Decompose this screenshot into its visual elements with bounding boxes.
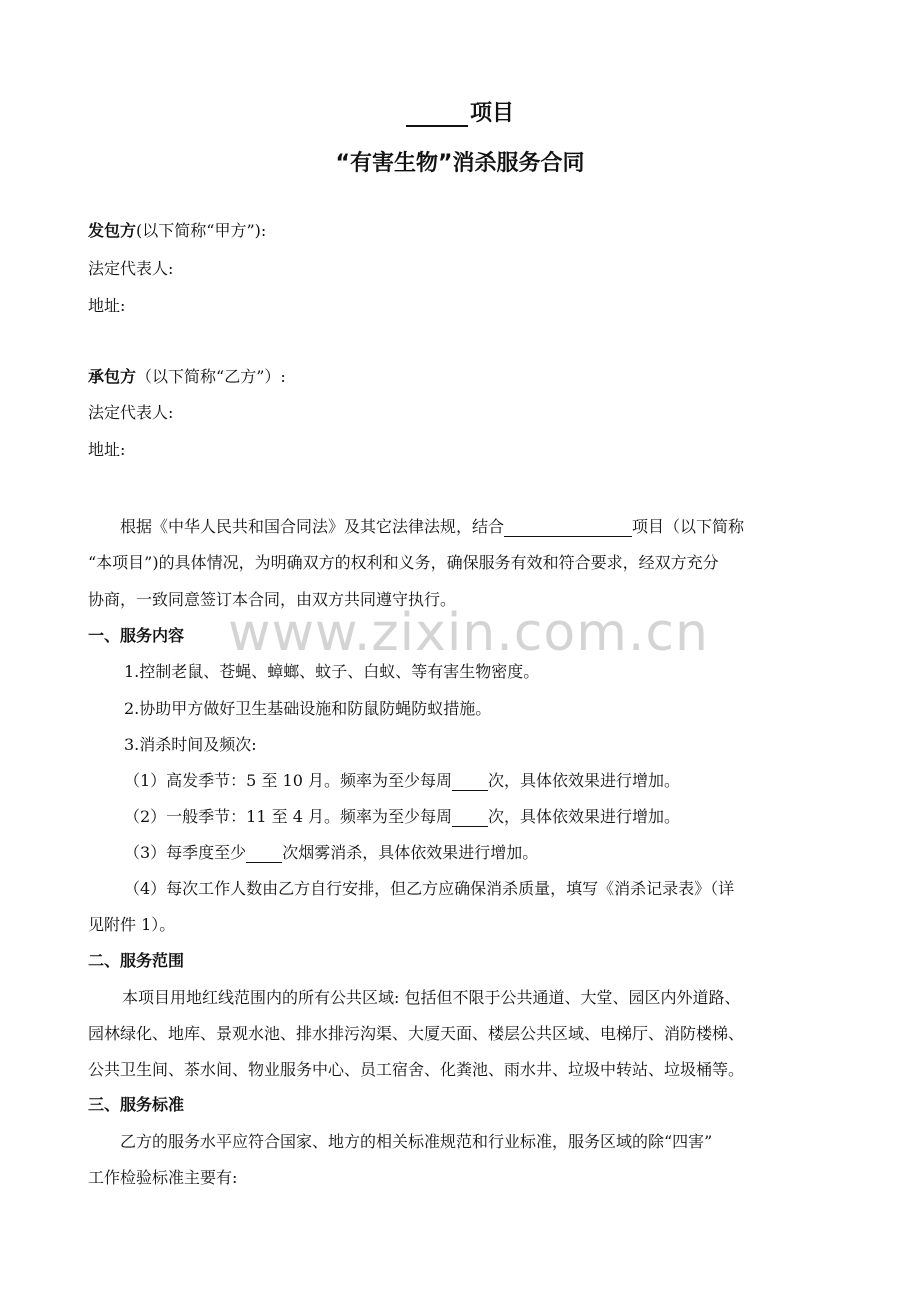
project-name-blank xyxy=(406,103,468,127)
party-a-line xyxy=(88,218,266,241)
party-b-label: 承包方 xyxy=(88,367,137,386)
section2-line2: 园林绿化、地库、景观水池、排水排污沟渠、大厦天面、楼层公共区域、电梯厅、消防楼梯、 xyxy=(88,1024,745,1043)
party-a-representative: 法定代表人: xyxy=(88,259,174,278)
party-b-representative: 法定代表人: xyxy=(88,403,174,422)
sub1-b: 次，具体依效果进行增加。 xyxy=(487,771,680,790)
intro-line-3: 协商，一致同意签订本合同，由双方共同遵守执行。 xyxy=(88,590,457,609)
sub3-b: 次烟雾消杀，具体依效果进行增加。 xyxy=(282,843,539,862)
sub3-blank xyxy=(246,846,282,863)
intro-line-1 xyxy=(120,514,744,537)
project-blank xyxy=(504,520,632,537)
contract-title: “有害生物”消杀服务合同 xyxy=(335,151,585,176)
section1-sub4-line2: 见附件 1）。 xyxy=(88,915,176,934)
party-b-label-suffix: （以下简称“乙方”）: xyxy=(136,367,286,386)
section3-heading: 三、服务标准 xyxy=(88,1095,185,1114)
section1-sub2 xyxy=(124,804,680,827)
party-b-address: 地址: xyxy=(88,440,126,459)
sub1-blank xyxy=(452,774,488,791)
section3-line1: 乙方的服务水平应符合国家、地方的相关标准规范和行业标准，服务区域的除“四害” xyxy=(120,1132,713,1151)
party-a-label-suffix: (以下简称“甲方”): xyxy=(136,221,267,240)
party-a-label: 发包方 xyxy=(88,221,137,240)
watermark: www.zixin.com.cn xyxy=(228,603,709,663)
intro-line-1-b: 项目（以下简称 xyxy=(632,517,745,536)
section1-heading: 一、服务内容 xyxy=(88,626,185,645)
section2-heading: 二、服务范围 xyxy=(88,951,185,970)
section1-sub4-line1: （4）每次工作人数由乙方自行安排，但乙方应确保消杀质量，填写《消杀记录表》（详 xyxy=(124,879,735,898)
section2-line3: 公共卫生间、茶水间、物业服务中心、员工宿舍、化粪池、雨水井、垃圾中转站、垃圾桶等。 xyxy=(88,1060,745,1079)
section1-sub3 xyxy=(124,840,538,863)
party-a-address: 地址: xyxy=(88,296,126,315)
section1-item2: 2.协助甲方做好卫生基础设施和防鼠防蝇防蚁措施。 xyxy=(124,699,492,718)
section1-item3: 3.消杀时间及频次: xyxy=(124,735,257,754)
sub2-blank xyxy=(452,810,488,827)
party-b-line xyxy=(88,364,286,387)
intro-line-1-a: 根据《中华人民共和国合同法》及其它法律法规，结合 xyxy=(120,517,505,536)
project-title-suffix: 项目 xyxy=(469,101,514,126)
sub2-b: 次，具体依效果进行增加。 xyxy=(487,807,680,826)
section1-item1: 1.控制老鼠、苍蝇、蟑螂、蚊子、白蚁、等有害生物密度。 xyxy=(124,662,540,681)
section3-line2: 工作检验标准主要有: xyxy=(88,1168,238,1187)
sub2-a: （2）一般季节：11 至 4 月。频率为至少每周 xyxy=(124,807,452,826)
intro-line-2: “本项目”)的具体情况，为明确双方的权利和义务，确保服务有效和符合要求，经双方充分 xyxy=(88,553,719,572)
project-title xyxy=(0,96,920,127)
section2-line1: 本项目用地红线范围内的所有公共区域: 包括但不限于公共通道、大堂、园区内外道路、 xyxy=(122,988,741,1007)
section1-sub1 xyxy=(124,768,680,791)
sub3-a: （3）每季度至少 xyxy=(124,843,247,862)
sub1-a: （1）高发季节：5 至 10 月。频率为至少每周 xyxy=(124,771,452,790)
